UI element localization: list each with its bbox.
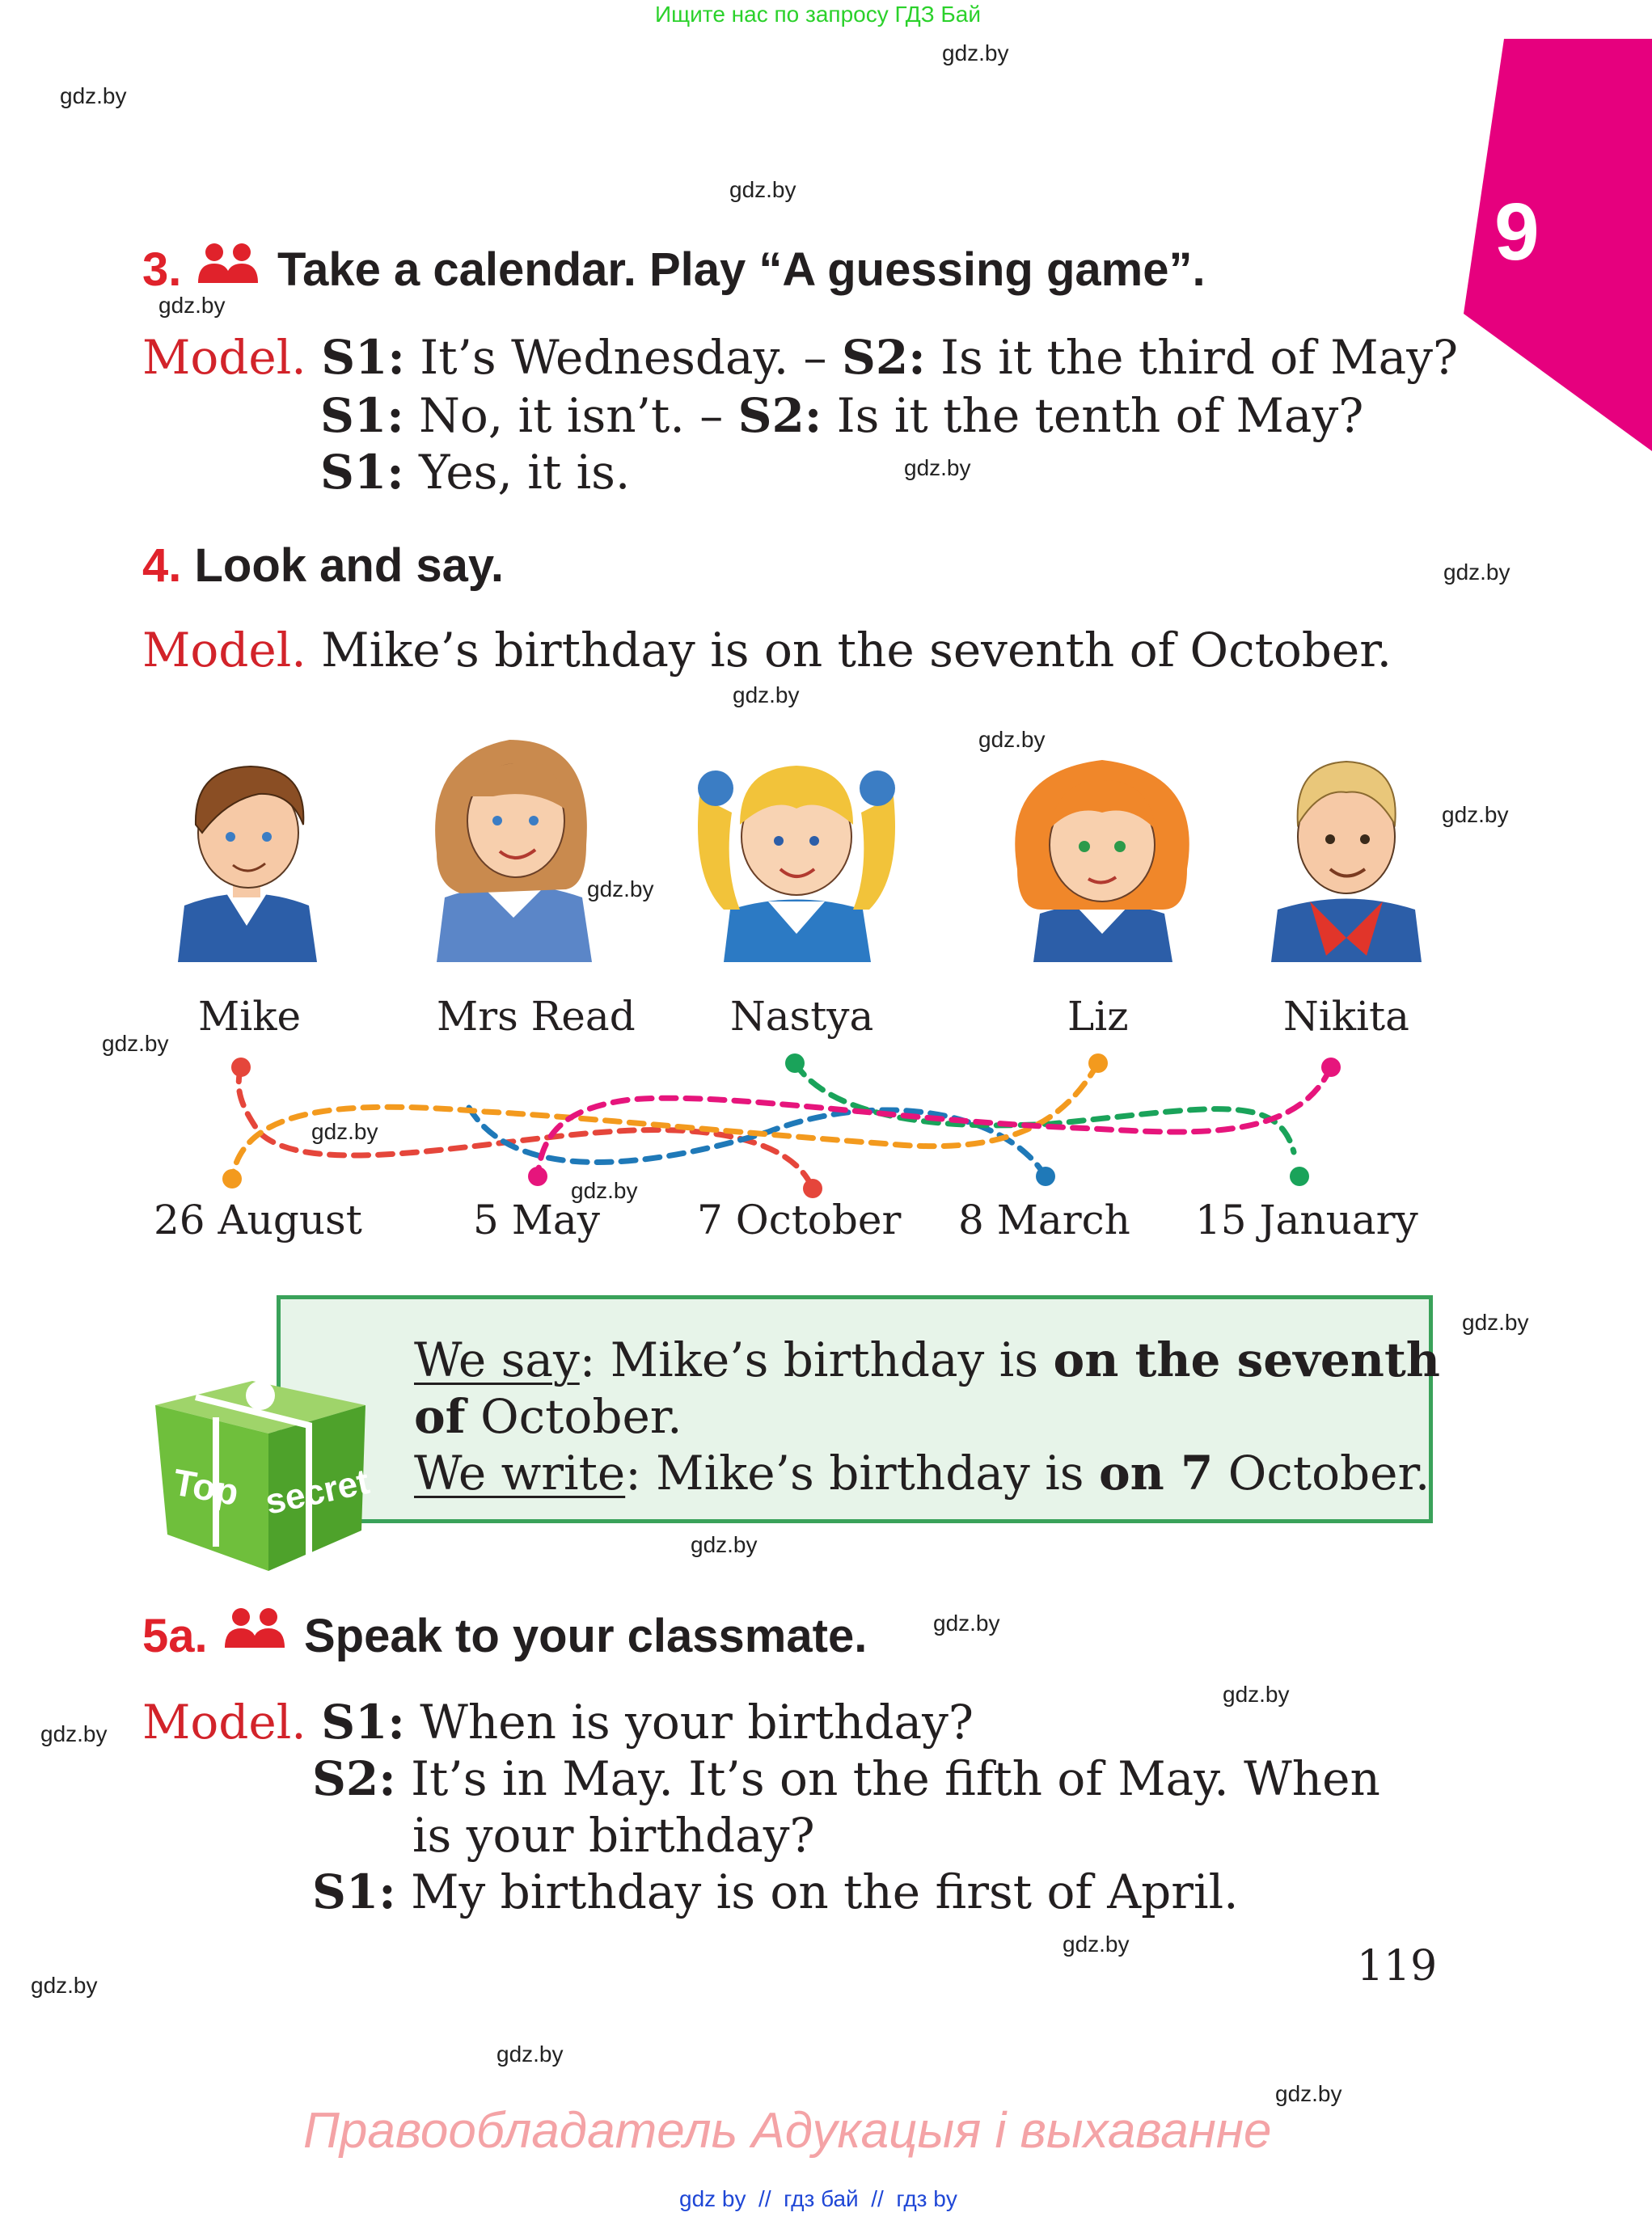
task-4-title: Look and say.	[194, 539, 504, 592]
line-nastya	[795, 1063, 1294, 1152]
task-5a-model-line-2: S2: It’s in May. It’s on the fifth of May. When	[312, 1751, 1380, 1806]
watermark: gdz.by	[496, 2041, 564, 2067]
watermark: gdz.by	[1442, 802, 1509, 827]
watermark: gdz.by	[102, 1031, 169, 1056]
task-5a-title: Speak to your classmate.	[304, 1610, 868, 1662]
top-banner[interactable]: Ищите нас по запросу ГДЗ Бай	[655, 2, 982, 27]
task-3-model-line-1: Model. S1: It’s Wednesday. – S2: Is it the third of May?	[142, 330, 1459, 385]
watermark: gdz.by	[1443, 559, 1510, 585]
task-3-model-line-2: S1: No, it isn’t. – S2: Is it the tenth of May?	[320, 388, 1364, 443]
task-5a-model-line-1: Model. S1: When is your birthday?	[142, 1695, 974, 1750]
watermark: gdz.by	[571, 1178, 638, 1203]
unit-tab	[1456, 39, 1652, 451]
name-label: Liz	[1067, 993, 1129, 1040]
task-4-heading	[142, 538, 504, 593]
watermark: gdz.by	[587, 876, 654, 901]
name-label: Nastya	[730, 993, 874, 1040]
task-3-heading	[142, 243, 181, 297]
pair-work-icon	[196, 241, 261, 286]
watermark: gdz.by	[978, 727, 1046, 752]
watermark: gdz.by	[31, 1973, 98, 1998]
portrait-mike	[170, 744, 323, 962]
task-number: 4.	[142, 539, 182, 592]
model-label: Model.	[142, 1695, 306, 1750]
watermark: gdz.by	[311, 1119, 378, 1144]
watermark: gdz.by	[1223, 1682, 1290, 1707]
line-mike	[239, 1067, 813, 1188]
watermark: gdz.by	[60, 83, 127, 108]
portrait-nastya	[691, 748, 902, 962]
name-label: Nikita	[1283, 993, 1409, 1040]
box-label-top: Top	[170, 1460, 242, 1514]
name-label: Mike	[198, 993, 302, 1040]
pair-work-icon	[223, 1606, 288, 1651]
date-label: 15 January	[1195, 1197, 1418, 1243]
date-label: 5 May	[473, 1197, 600, 1243]
publisher-notice: Правообладатель Адукацыя і выхаванне	[303, 2103, 1272, 2159]
we-write-label: We write	[414, 1446, 626, 1501]
task-3-model-line-3: S1: Yes, it is.	[320, 445, 631, 500]
watermark: gdz.by	[1063, 1932, 1130, 1957]
unit-number: 9	[1494, 187, 1540, 277]
note-line-3: We write: Mike’s birthday is on 7 October.	[414, 1446, 1430, 1501]
portrait-nikita	[1261, 744, 1431, 962]
task-number: 5a.	[142, 1610, 208, 1662]
portrait-liz	[1001, 748, 1203, 962]
portrait-mrs-read	[420, 724, 606, 962]
watermark: gdz.by	[158, 293, 226, 318]
footer-links[interactable]: gdz by // гдз бай // гдз by	[679, 2186, 957, 2211]
watermark: gdz.by	[933, 1611, 1000, 1636]
model-label: Model.	[142, 623, 306, 678]
watermark: gdz.by	[1275, 2081, 1342, 2106]
we-say-label: We say	[414, 1332, 580, 1387]
date-label: 26 August	[154, 1197, 362, 1243]
watermark: gdz.by	[942, 40, 1009, 65]
watermark: gdz.by	[40, 1721, 108, 1746]
task-5a-heading	[142, 1609, 208, 1663]
task-4-model: Model. Mike’s birthday is on the seventh of October.	[142, 623, 1392, 678]
watermark: gdz.by	[691, 1532, 758, 1557]
note-line-2: of October.	[414, 1389, 682, 1444]
box-label-secret: secret	[261, 1461, 373, 1522]
name-label: Mrs Read	[437, 993, 636, 1040]
date-label: 7 October	[697, 1197, 902, 1243]
watermark: gdz.by	[729, 177, 796, 202]
note-line-1: We say: Mike’s birthday is on the seventh	[414, 1332, 1440, 1387]
matching-lines	[0, 1043, 1652, 1205]
task-number: 3.	[142, 243, 182, 296]
page-number: 119	[1357, 1942, 1438, 1991]
task-5a-model-line-4: S1: My birthday is on the first of April.	[312, 1864, 1239, 1919]
watermark: gdz.by	[1462, 1310, 1529, 1335]
task-5a-model-line-3: is your birthday?	[412, 1808, 815, 1863]
date-label: 8 March	[958, 1197, 1130, 1243]
task-3-title: Take a calendar. Play “A guessing game”.	[277, 243, 1206, 296]
top-secret-box-icon	[147, 1349, 374, 1575]
watermark: gdz.by	[733, 682, 800, 707]
watermark: gdz.by	[904, 455, 971, 480]
model-label: Model.	[142, 330, 306, 385]
